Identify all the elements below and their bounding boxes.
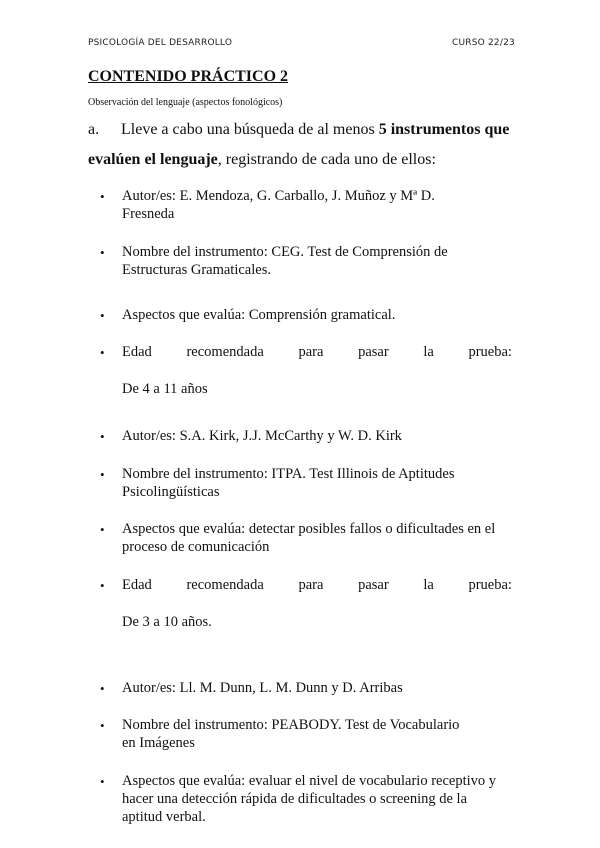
bullet-icon: •	[100, 467, 105, 482]
instrument-3-authors: Autor/es: Ll. M. Dunn, L. M. Dunn y D. Arribas	[122, 680, 403, 696]
age-word: Edad	[122, 577, 152, 593]
header-course-name: PSICOLOGÍA DEL DESARROLLO	[88, 38, 233, 48]
bullet-icon: •	[100, 308, 105, 323]
instrument-3-aspects	[122, 772, 522, 826]
instrument-2-authors: Autor/es: S.A. Kirk, J.J. McCarthy y W. D. Kirk	[122, 428, 402, 444]
instrument-1-name	[122, 243, 522, 279]
instrument-3-aspects-line-3: aptitud verbal.	[122, 809, 206, 825]
bullet-icon: •	[100, 245, 105, 260]
instrument-2-aspects-line-1: Aspectos que evalúa: detectar posibles fallos o dificultades en el	[122, 521, 496, 537]
age-word: recomendada	[186, 344, 264, 360]
age-word: recomendada	[186, 577, 264, 593]
age-word: pasar	[358, 577, 389, 593]
instrument-2-name-line-1: Nombre del instrumento: ITPA. Test Illinois de Aptitudes	[122, 466, 455, 482]
bullet-icon: •	[100, 522, 105, 537]
instrument-2-name-line-2: Psicolingüísticas	[122, 484, 220, 500]
page-title: CONTENIDO PRÁCTICO 2	[88, 68, 289, 85]
instrument-2-aspects	[122, 520, 522, 556]
bullet-icon: •	[100, 578, 105, 593]
page-subtitle: Observación del lenguaje (aspectos fonológicos)	[88, 97, 283, 108]
question-bold-1: 5 instrumentos que	[378, 121, 510, 138]
instrument-1-age-value: De 4 a 11 años	[122, 381, 208, 397]
question-text-1: Lleve a cabo una búsqueda de al menos	[121, 121, 379, 138]
age-word: Edad	[122, 344, 152, 360]
question-line-2	[88, 151, 436, 169]
bullet-icon: •	[100, 774, 105, 789]
age-word: la	[423, 577, 434, 593]
instrument-1-name-line-2: Estructuras Gramaticales.	[122, 262, 271, 278]
question-line-1	[121, 121, 509, 139]
age-word: prueba:	[468, 344, 512, 360]
age-word: pasar	[358, 344, 389, 360]
question-bold-2: evalúen el lenguaje	[88, 151, 218, 168]
instrument-1-name-line-1: Nombre del instrumento: CEG. Test de Comprensión de	[122, 244, 448, 260]
instrument-2-name	[122, 465, 522, 501]
instrument-3-aspects-line-1: Aspectos que evalúa: evaluar el nivel de vocabulario receptivo y	[122, 773, 497, 789]
instrument-1-authors	[122, 187, 522, 223]
instrument-1-authors-line-1: Autor/es: E. Mendoza, G. Carballo, J. Muñoz y Mª D.	[122, 188, 435, 204]
bullet-icon: •	[100, 681, 105, 696]
question-text-2: , registrando de cada uno de ellos:	[217, 151, 436, 168]
bullet-icon: •	[100, 429, 105, 444]
bullet-icon: •	[100, 189, 105, 204]
bullet-icon: •	[100, 345, 105, 360]
instrument-1-age-label	[122, 343, 512, 361]
bullet-icon: •	[100, 718, 105, 733]
question-letter: a.	[88, 121, 100, 138]
instrument-2-age-value: De 3 a 10 años.	[122, 614, 212, 630]
age-word: prueba:	[468, 577, 512, 593]
instrument-3-name-line-1: Nombre del instrumento: PEABODY. Test de Vocabulario	[122, 717, 460, 733]
age-word: la	[423, 344, 434, 360]
instrument-2-aspects-line-2: proceso de comunicación	[122, 539, 270, 555]
instrument-2-age-label	[122, 576, 512, 594]
instrument-1-authors-line-2: Fresneda	[122, 206, 175, 222]
header-course-year: CURSO 22/23	[452, 38, 515, 48]
instrument-3-aspects-line-2: hacer una detección rápida de dificultades o screening de la	[122, 791, 468, 807]
age-word: para	[298, 577, 324, 593]
instrument-3-name	[122, 716, 522, 752]
instrument-1-aspects: Aspectos que evalúa: Comprensión gramatical.	[122, 307, 396, 323]
age-word: para	[298, 344, 324, 360]
instrument-3-name-line-2: en Imágenes	[122, 735, 195, 751]
